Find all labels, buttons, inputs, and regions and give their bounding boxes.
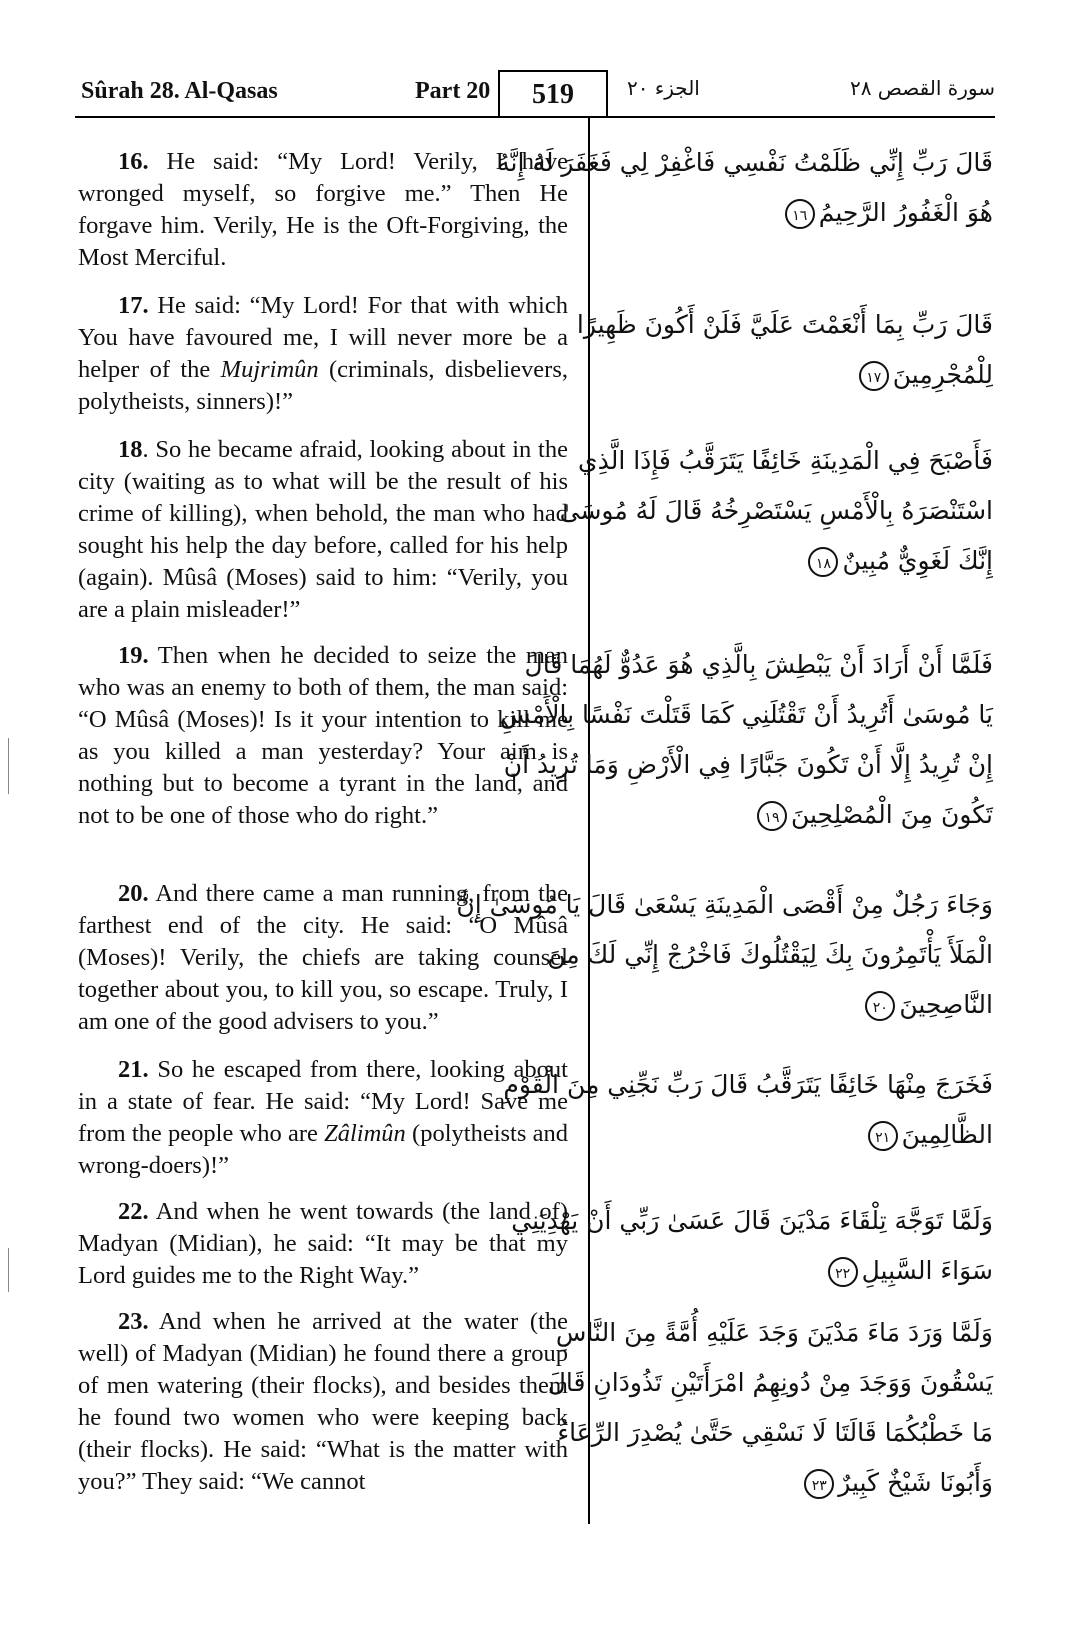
verse-ar-20 [456,880,993,1030]
arabic-line: وَلَمَّا تَوَجَّهَ تِلْقَاءَ مَدْيَنَ قَالَ عَسَىٰ رَبِّي أَنْ يَهْدِيَنِي [511,1206,993,1235]
verse-en-21 [78,1054,568,1182]
verse-number: 23. [118,1308,149,1335]
verse-text: And when he went towards (the land of) Madyan (Midian), he said: “It may be that my Lord guides me to the Right Way.” [78,1198,568,1289]
verse-en-18 [78,434,568,626]
verse-text: So he escaped from there, looking about in a state of fear. He said: “My Lord! Save me from the people who are [78,1056,568,1147]
verse-ar-16 [497,138,993,238]
arabic-line: تَكُونَ مِنَ الْمُصْلِحِينَ [790,800,993,829]
arabic-line: إِنَّكَ لَغَوِيٌّ مُبِينٌ [842,546,993,575]
arabic-line: فَأَصْبَحَ فِي الْمَدِينَةِ خَائِفًا يَتَرَقَّبُ فَإِذَا الَّذِي [578,446,993,475]
surah-title: Sûrah 28. Al-Qasas [81,78,278,104]
verse-end-marker: ١٩ [757,801,787,831]
margin-mark [8,738,9,794]
arabic-line: قَالَ رَبِّ بِمَا أَنْعَمْتَ عَلَيَّ فَلَنْ أَكُونَ ظَهِيرًا [576,310,993,339]
verse-text: And there came a man running, from the farthest end of the city. He said: “O Mûsâ (Moses)! Verily, the chiefs are taking counsel together about you, to kill you, so escape. Truly, I am one of the good advisers to you.” [78,880,568,1035]
verse-en-23 [78,1306,568,1498]
verse-number: 22. [118,1198,149,1225]
page-header [75,70,995,116]
arabic-line: وَجَاءَ رَجُلٌ مِنْ أَقْصَى الْمَدِينَةِ يَسْعَىٰ قَالَ يَا مُوسَىٰ إِنَّ [456,890,993,919]
verse-end-marker: ١٧ [859,361,889,391]
verse-text: He said: “My Lord! Verily, I have wronged myself, so forgive me.” Then He forgave him. Verily, He is the Oft-Forgiving, the Most Merciful. [78,148,568,271]
verse-ar-18 [559,436,993,586]
verse-text: And when he arrived at the water (the well) of Madyan (Midian) he found there a group of men watering (their flocks), and besides them he found two women who were keeping back (their flocks). He said: “What is the matter with you?” They said: “We cannot [78,1308,568,1495]
part-label: Part 20 [415,78,491,104]
arabic-line: يَا مُوسَىٰ أَتُرِيدُ أَنْ تَقْتُلَنِي كَمَا قَتَلْتَ نَفْسًا بِالْأَمْسِ [499,700,993,729]
verse-italic: Mujrimûn [220,356,319,383]
verse-number: 20. [118,880,149,907]
verse-text: (criminals, disbelievers, polytheists, sinners)!” [78,356,568,415]
verse-ar-19 [499,640,993,840]
verse-number: 16. [118,148,149,175]
margin-mark [8,1248,9,1292]
verse-number: 19. [118,642,149,669]
verse-text: . So he became afraid, looking about in the city (waiting as to what will be the result of his crime of killing), when behold, the man who had sought his help the day before, called for his help (again). Mûsâ (Moses) said to him: “Verily, you are a plain misleader!” [78,436,568,623]
verse-number: 21. [118,1056,149,1083]
arabic-line: سَوَاءَ السَّبِيلِ [861,1256,993,1285]
arabic-line: وَلَمَّا وَرَدَ مَاءَ مَدْيَنَ وَجَدَ عَلَيْهِ أُمَّةً مِنَ النَّاسِ [555,1318,993,1347]
arabic-line: اسْتَنْصَرَهُ بِالْأَمْسِ يَسْتَصْرِخُهُ قَالَ لَهُ مُوسَىٰ [559,496,993,525]
arabic-line: فَخَرَجَ مِنْهَا خَائِفًا يَتَرَقَّبُ قَالَ رَبِّ نَجِّنِي مِنَ الْقَوْمِ [503,1070,993,1099]
verse-ar-23 [547,1308,993,1508]
arabic-line: لِلْمُجْرِمِينَ [892,360,993,389]
arabic-line: يَسْقُونَ وَوَجَدَ مِنْ دُونِهِمُ امْرَأَتَيْنِ تَذُودَانِ قَالَ [547,1368,993,1397]
verse-number: 17. [118,292,149,319]
verse-text: He said: “My Lord! For that with which You have favoured me, I will never more be a helper of the [78,292,568,383]
arabic-line: قَالَ رَبِّ إِنِّي ظَلَمْتُ نَفْسِي فَاغْفِرْ لِي فَغَفَرَ لَهُ إِنَّهُ [497,148,993,177]
arabic-line: مَا خَطْبُكُمَا قَالَتَا لَا نَسْقِي حَتَّىٰ يُصْدِرَ الرِّعَاءُ [557,1418,993,1447]
arabic-line: الْمَلَأَ يَأْتَمِرُونَ بِكَ لِيَقْتُلُوكَ فَاخْرُجْ إِنِّي لَكَ مِنَ [547,940,993,969]
verse-end-marker: ٢١ [868,1121,898,1151]
verse-ar-17 [576,300,993,400]
verse-end-marker: ٢٢ [828,1257,858,1287]
arabic-line: إِنْ تُرِيدُ إِلَّا أَنْ تَكُونَ جَبَّارًا فِي الْأَرْضِ وَمَا تُرِيدُ أَنْ [503,750,993,779]
verse-en-17 [78,290,568,418]
arabic-part-label: الجزء ٢٠ [627,76,700,100]
arabic-line: النَّاصِحِينَ [899,990,993,1019]
header-rule [75,116,995,118]
arabic-line: الظَّالِمِينَ [901,1120,993,1149]
page-number: 519 [498,70,608,116]
verse-text: Then when he decided to seize the man who was an enemy to both of them, the man said: “O Mûsâ (Moses)! Is it your intention to kill me as you killed a man yesterday? Your aim is nothing but to become a tyrant in the land, and not to be one of those who do right.” [78,642,568,829]
verse-en-16 [78,146,568,274]
arabic-line: فَلَمَّا أَنْ أَرَادَ أَنْ يَبْطِشَ بِالَّذِي هُوَ عَدُوٌّ لَهُمَا قَالَ [524,650,993,679]
arabic-line: وَأَبُونَا شَيْخٌ كَبِيرٌ [838,1468,993,1497]
verse-end-marker: ١٦ [785,199,815,229]
arabic-surah-title: سورة القصص ٢٨ [849,76,995,100]
verse-ar-22 [511,1196,993,1296]
arabic-line: هُوَ الْغَفُورُ الرَّحِيمُ [818,198,993,227]
verse-en-22 [78,1196,568,1292]
verse-end-marker: ١٨ [808,547,838,577]
verse-end-marker: ٢٣ [804,1469,834,1499]
verse-number: 18 [118,436,143,463]
verse-en-19 [78,640,568,832]
verse-text: (polytheists and wrong-doers)!” [78,1120,568,1179]
verse-ar-21 [503,1060,993,1160]
verse-end-marker: ٢٠ [865,991,895,1021]
verse-italic: Zâlimûn [324,1120,406,1147]
